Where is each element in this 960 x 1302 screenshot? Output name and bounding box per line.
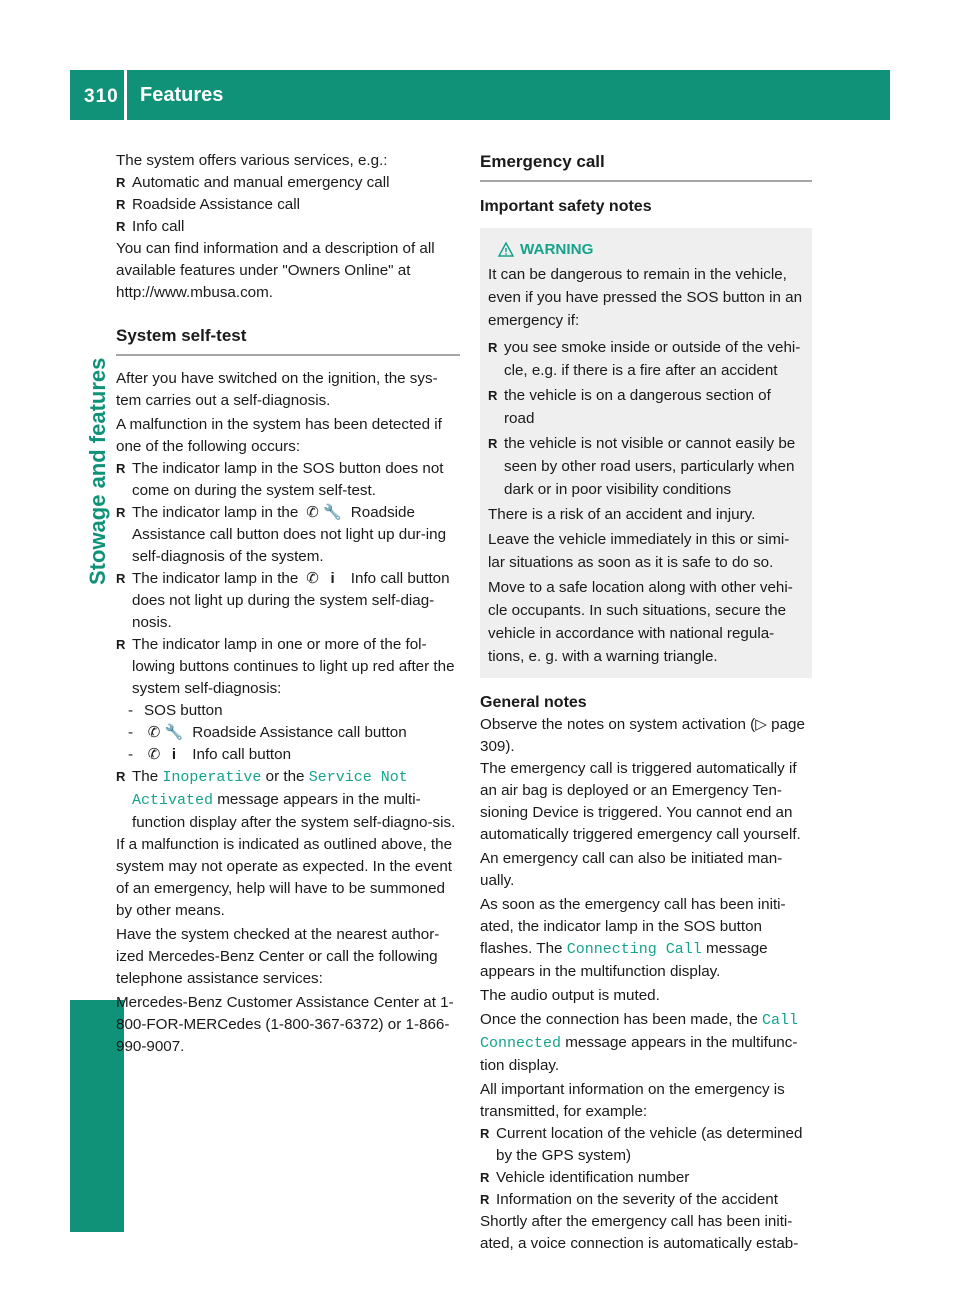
condition-item: R The indicator lamp in one or more of the fol-lowing buttons continues to light up red after the system self-diagnosis: (116, 634, 460, 700)
page-ref-arrow-icon: ▷ (755, 716, 767, 733)
display-message-service-not: Service Not (308, 769, 408, 786)
condition-item (116, 766, 460, 834)
display-message-connecting-call: Connecting Call (566, 941, 702, 958)
observe-paragraph (480, 714, 812, 758)
section-heading-self-test: System self-test (116, 324, 460, 356)
connected-text: Once the connection has been made, the (480, 1011, 758, 1028)
side-tab-label: Stowage and features (85, 357, 110, 585)
selftest-paragraph: A malfunction in the system has been detected if one of the following occurs: (116, 416, 442, 455)
warning-triangle-icon (498, 242, 514, 258)
warning-box (480, 228, 812, 678)
service-item: R Roadside Assistance call (116, 194, 460, 216)
trigger-paragraph: The emergency call is triggered automatically if an air bag is deployed or an Emergency Ten-sioning Device is triggered. You cannot end an automatically triggered emergency call yourself. (480, 760, 801, 843)
warning-risk: There is a risk of an accident and injury. (488, 506, 756, 523)
sub-item: - SOS button (116, 700, 460, 722)
condition-item: R The indicator lamp in the SOS button does not come on during the system self-test. (116, 458, 460, 502)
display-message-connected: Connected (480, 1035, 562, 1052)
warning-item: R the vehicle is not visible or cannot easily be seen by other road users, particularly when dark or in poor visibility conditions (488, 432, 804, 501)
check-paragraph: Have the system checked at the nearest author-ized Mercedes-Benz Center or call the following telephone assistance services: (116, 926, 440, 987)
subheading-safety-notes: Important safety notes (480, 198, 652, 215)
condition-item (116, 568, 460, 634)
condition-text: The indicator lamp in the (132, 504, 299, 521)
right-column (480, 150, 812, 1255)
manual-paragraph: An emergency call can also be initiated man-ually. (480, 850, 783, 889)
warning-move: Move to a safe location along with other vehi-cle occupants. In such situations, secure the vehicle in accordance with national regula-tions, e. g. with a warning triangle. (488, 579, 793, 665)
selftest-paragraph: After you have switched on the ignition, the sys-tem carries out a self-diagnosis. (116, 370, 438, 409)
transmitted-paragraph: All important information on the emergency is transmitted, for example: (480, 1081, 785, 1120)
sub-item (116, 722, 460, 744)
sub-item-text: Info call button (192, 746, 292, 763)
info-call-button-icon: ✆ i (147, 746, 177, 763)
initiated-paragraph (480, 894, 812, 983)
condition-text: The indicator lamp in the (132, 570, 299, 587)
condition-text: The (132, 768, 159, 785)
roadside-call-button-icon: ✆ 🔧 (306, 504, 342, 521)
service-item: R Automatic and manual emergency call (116, 172, 460, 194)
warning-item: R you see smoke inside or outside of the vehi-cle, e.g. if there is a fire after an accident (488, 336, 804, 382)
observe-text: Observe the notes on system activation ( (480, 716, 756, 733)
page-title: Features (140, 84, 224, 106)
services-intro: The system offers various services, e.g.: (116, 152, 388, 169)
condition-text: Roadside Assistance call button does not light up dur-ing self-diagnosis of the system. (132, 504, 447, 565)
display-message-activated: Activated (132, 792, 214, 809)
page-number: 310 (84, 86, 119, 107)
warning-label: WARNING (520, 241, 594, 258)
sub-item-text: Roadside Assistance call button (192, 724, 407, 741)
info-item: R Vehicle identification number (480, 1167, 812, 1189)
page-reference-link[interactable]: page 309). (480, 716, 805, 755)
more-info-paragraph: You can find information and a description of all available features under "Owners Online" at http://www.mbusa.com. (116, 240, 435, 301)
condition-text: Info call button does not light up during the system self-diag-nosis. (132, 570, 450, 631)
initiated-text: message appears in the multifunction display. (480, 940, 768, 980)
display-message-inoperative: Inoperative (162, 769, 262, 786)
sub-item (116, 744, 460, 766)
condition-item (116, 502, 460, 568)
muted-paragraph: The audio output is muted. (480, 987, 660, 1004)
warning-intro: It can be dangerous to remain in the vehicle, even if you have pressed the SOS button in an emergency if: (488, 266, 803, 329)
info-item: R Information on the severity of the accident (480, 1189, 812, 1211)
condition-text: message appears in the multi-function display after the system self-diagno-sis. (132, 791, 456, 831)
connected-paragraph (480, 1009, 812, 1077)
header-divider (124, 70, 127, 120)
roadside-call-button-icon: ✆ 🔧 (147, 724, 184, 741)
warning-leave: Leave the vehicle immediately in this or simi-lar situations as soon as it is safe to do so. (488, 531, 790, 571)
info-call-button-icon: ✆ i (306, 570, 335, 587)
left-column (116, 150, 460, 1058)
condition-text: or the (265, 768, 305, 785)
shortly-paragraph: Shortly after the emergency call has been initi-ated, a voice connection is automatically estab- (480, 1213, 799, 1252)
contact-paragraph: Mercedes-Benz Customer Assistance Center at 1-800-FOR-MERCedes (1-800-367-6372) or 1-866-990-9007. (116, 994, 454, 1055)
service-item: R Info call (116, 216, 460, 238)
display-message-call: Call (762, 1012, 799, 1029)
warning-header (488, 238, 804, 261)
info-item: R Current location of the vehicle (as determined by the GPS system) (480, 1123, 812, 1167)
subheading-general-notes: General notes (480, 694, 587, 711)
section-heading-emergency-call: Emergency call (480, 150, 812, 182)
malfunction-paragraph: If a malfunction is indicated as outlined above, the system may not operate as expected. In the event of an emergency, help will have to be summoned by other means. (116, 836, 453, 919)
warning-item: R the vehicle is on a dangerous section of road (488, 384, 804, 430)
connected-text: message appears in the multifunc-tion display. (480, 1034, 798, 1074)
initiated-text: As soon as the emergency call has been initi-ated, the indicator lamp in the SOS button flashes. The (480, 896, 786, 957)
